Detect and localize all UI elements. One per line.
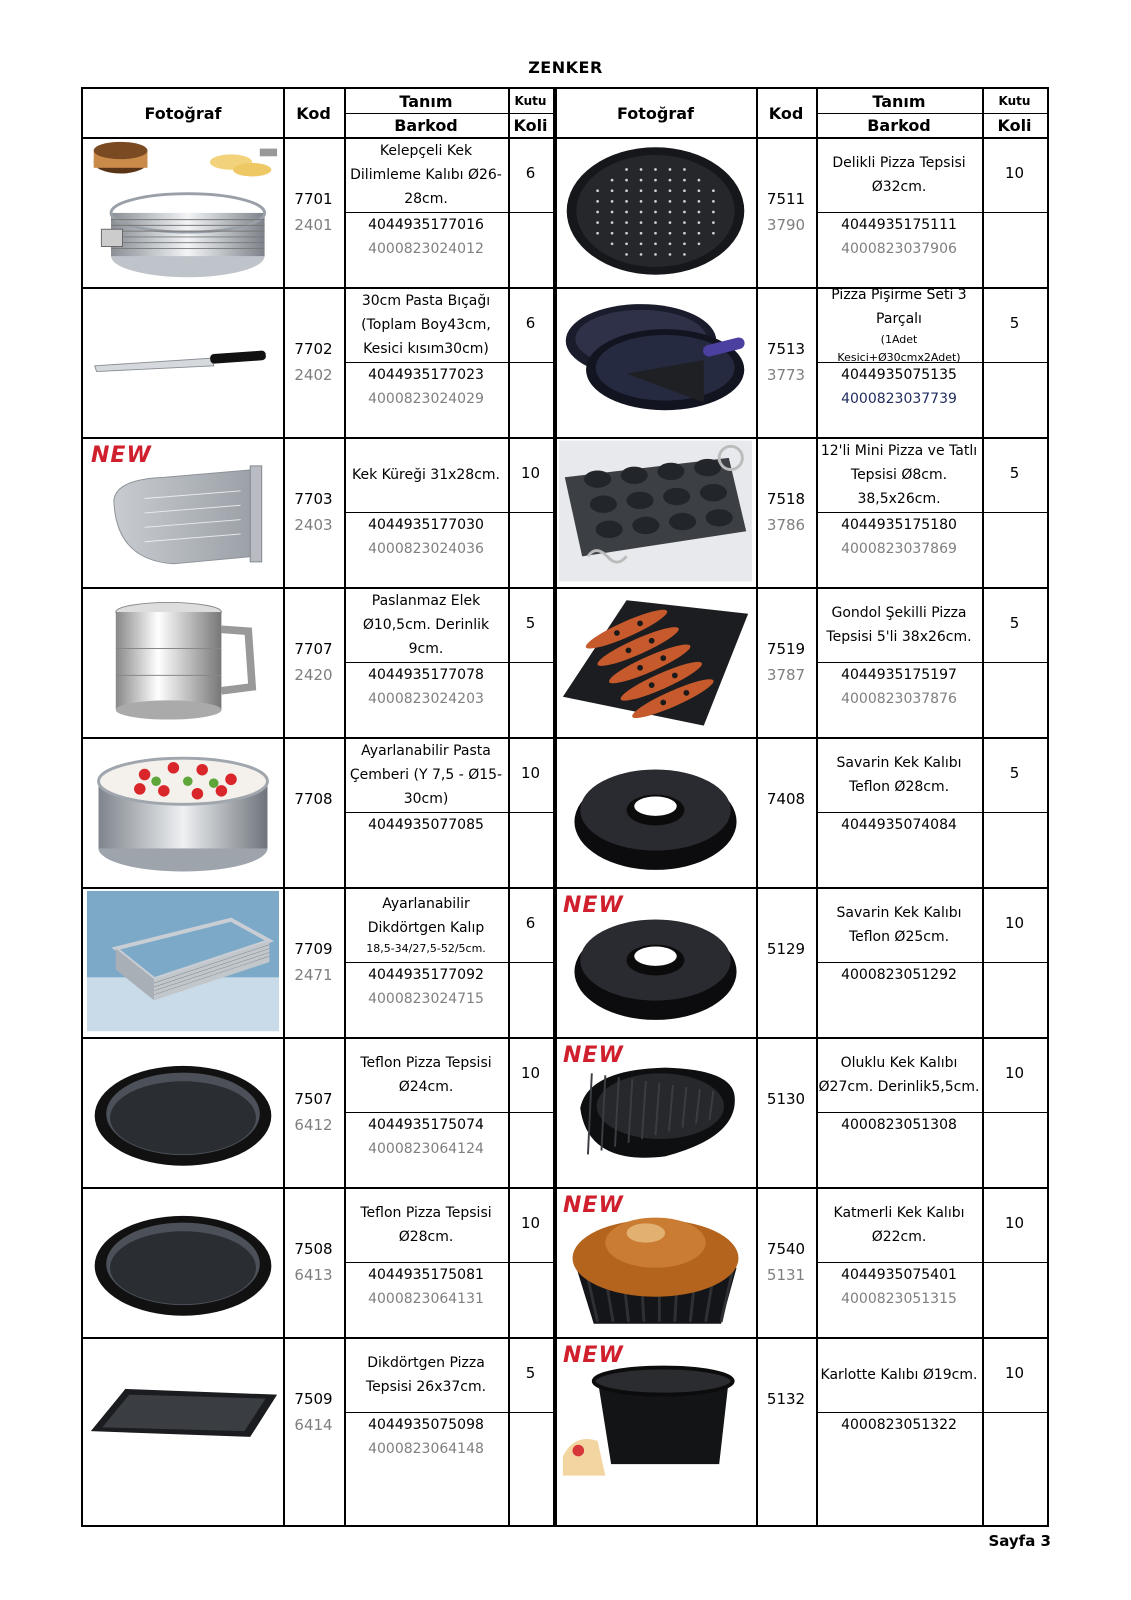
description-text: Karlotte Kalıbı Ø19cm. — [820, 1367, 978, 1383]
column-divider — [555, 89, 557, 1525]
product-code: 7701 — [294, 190, 333, 208]
header-case: Koli — [513, 115, 548, 135]
box-quantity: 10 — [520, 464, 541, 482]
description-text: Gondol Şekilli Pizza Tepsisi 5'li 38x26cm. — [826, 605, 972, 645]
new-badge: NEW — [563, 1343, 624, 1368]
barcode: 4044935177016 — [368, 217, 484, 233]
description-text: Ayarlanabilir Pasta Çemberi (Y 7,5 - Ø15-30cm) — [349, 743, 503, 807]
new-badge: NEW — [563, 893, 624, 918]
cake-knife-image — [87, 289, 279, 433]
product-code-2: 3790 — [766, 216, 806, 234]
header-barcode: Barkod — [867, 115, 931, 135]
product-code: 7509 — [294, 1390, 333, 1408]
savarin-image — [559, 739, 752, 883]
barcode-2: 4000823037906 — [841, 241, 957, 257]
new-badge: NEW — [563, 1043, 624, 1068]
product-code: 7709 — [294, 940, 333, 958]
box-quantity: 6 — [525, 314, 536, 332]
barcode-2: 4000823024203 — [368, 691, 484, 707]
box-quantity: 6 — [525, 914, 536, 932]
barcode: 4044935175180 — [841, 517, 957, 533]
box-quantity: 5 — [1009, 464, 1020, 482]
product-code-2: 3787 — [766, 666, 806, 684]
product-description — [346, 139, 506, 211]
cake-slicer-ring-image — [87, 139, 279, 283]
product-description — [818, 139, 980, 211]
barcode-2: 4000823064124 — [368, 1141, 484, 1157]
product-description — [346, 1039, 506, 1111]
product-code-2: 3786 — [766, 516, 806, 534]
product-description — [818, 439, 980, 511]
product-code-2: 2420 — [294, 666, 333, 684]
description-text: Pizza Pişirme Seti 3 Parçalı — [831, 287, 967, 327]
product-description — [818, 1339, 980, 1411]
box-quantity: 10 — [520, 764, 541, 782]
product-code: 5129 — [766, 940, 806, 958]
barcode: 4044935175197 — [841, 667, 957, 683]
product-code-2: 6412 — [294, 1116, 333, 1134]
product-code-2: 3773 — [766, 366, 806, 384]
column-divider — [508, 89, 510, 1525]
barcode-2: 4000823024012 — [368, 241, 484, 257]
description-text: 12'li Mini Pizza ve Tatlı Tepsisi Ø8cm. 38,5x26cm. — [820, 443, 978, 507]
description-text: Dikdörtgen Pizza Tepsisi 26x37cm. — [365, 1355, 487, 1395]
barcode-2: 4000823064131 — [368, 1291, 484, 1307]
description-text: Teflon Pizza Tepsisi Ø24cm. — [360, 1055, 492, 1095]
description-text: Savarin Kek Kalıbı Teflon Ø25cm. — [836, 905, 962, 945]
pizza-pan-image — [87, 1039, 279, 1183]
barcode: 4044935177030 — [368, 517, 484, 533]
product-description — [346, 439, 506, 511]
product-code-2: 6414 — [294, 1416, 333, 1434]
product-photo — [559, 289, 752, 433]
product-photo — [87, 589, 279, 733]
product-description — [818, 287, 980, 364]
barcode: 4044935075401 — [841, 1267, 957, 1283]
product-photo — [87, 1189, 279, 1333]
box-quantity: 6 — [525, 164, 536, 182]
product-code-2: 2403 — [294, 516, 333, 534]
product-description — [346, 289, 506, 361]
box-quantity: 5 — [1009, 314, 1020, 332]
box-quantity: 10 — [1004, 914, 1025, 932]
barcode: 4044935177078 — [368, 667, 484, 683]
product-description — [818, 889, 980, 961]
product-photo — [87, 1339, 279, 1483]
new-badge: NEW — [91, 443, 152, 468]
barcode: 4044935175111 — [841, 217, 957, 233]
barcode: 4044935177092 — [368, 967, 484, 983]
product-code: 7513 — [766, 340, 806, 358]
product-code: 7508 — [294, 1240, 333, 1258]
product-photo — [87, 739, 279, 883]
product-code: 7540 — [766, 1240, 806, 1258]
box-quantity: 10 — [1004, 1064, 1025, 1082]
product-code-2: 2402 — [294, 366, 333, 384]
page-title: ZENKER — [528, 58, 603, 77]
product-photo — [87, 1039, 279, 1183]
box-quantity: 10 — [520, 1064, 541, 1082]
description-text: Savarin Kek Kalıbı Teflon Ø28cm. — [836, 755, 962, 795]
header-photo: Fotoğraf — [616, 103, 694, 123]
description-text: Kelepçeli Kek Dilimleme Kalıbı Ø26-28cm. — [350, 143, 502, 207]
product-description — [346, 889, 506, 961]
mini-pizza-tray-image — [559, 439, 752, 583]
barcode: 4000823051308 — [841, 1117, 957, 1133]
barcode: 4044935074084 — [841, 817, 957, 833]
product-photo — [87, 139, 279, 283]
barcode: 4044935077085 — [368, 817, 484, 833]
product-description — [818, 1189, 980, 1261]
barcode: 4044935075098 — [368, 1417, 484, 1433]
description-text: 30cm Pasta Bıçağı (Toplam Boy43cm, Kesici kısım30cm) — [361, 293, 491, 357]
product-code: 7507 — [294, 1090, 333, 1108]
description-text: Teflon Pizza Tepsisi Ø28cm. — [360, 1205, 492, 1245]
barcode: 4044935175074 — [368, 1117, 484, 1133]
box-quantity: 10 — [1004, 1364, 1025, 1382]
product-code: 7703 — [294, 490, 333, 508]
barcode-2: 4000823064148 — [368, 1441, 484, 1457]
product-description — [818, 739, 980, 811]
header-box: Kutu — [998, 94, 1031, 108]
product-code: 5132 — [766, 1390, 806, 1408]
box-quantity: 10 — [1004, 1214, 1025, 1232]
barcode-2: 4000823024036 — [368, 541, 484, 557]
product-photo — [559, 439, 752, 583]
description-detail: (1Adet Kesici+Ø30cmx2Adet) — [837, 333, 961, 364]
barcode-2: 4000823024715 — [368, 991, 484, 1007]
product-photo — [87, 889, 279, 1033]
product-photo — [559, 739, 752, 883]
new-badge: NEW — [563, 1193, 624, 1218]
header-code: Kod — [768, 103, 804, 123]
barcode: 4044935177023 — [368, 367, 484, 383]
barcode-2: 4000823037876 — [841, 691, 957, 707]
product-code-2: 2401 — [294, 216, 333, 234]
box-quantity: 5 — [525, 614, 536, 632]
barcode: 4044935075135 — [841, 367, 957, 383]
description-text: Kek Küreği 31x28cm. — [352, 467, 500, 483]
description-text: Oluklu Kek Kalıbı Ø27cm. Derinlik5,5cm. — [818, 1055, 980, 1095]
product-description — [346, 1339, 506, 1411]
product-code: 7708 — [294, 790, 333, 808]
barcode-2: 4000823037869 — [841, 541, 957, 557]
description-detail: 18,5-34/27,5-52/5cm. — [366, 942, 486, 955]
product-description — [346, 589, 506, 661]
product-code-2: 6413 — [294, 1266, 333, 1284]
cake-ring-image — [87, 739, 279, 883]
product-code: 7702 — [294, 340, 333, 358]
header-box: Kutu — [514, 94, 547, 108]
box-quantity: 5 — [525, 1364, 536, 1382]
description-text: Ayarlanabilir Dikdörtgen Kalıp — [367, 896, 485, 936]
perforated-pizza-image — [559, 139, 752, 283]
product-photo — [559, 139, 752, 283]
barcode: 4000823051292 — [841, 967, 957, 983]
header-code: Kod — [296, 103, 331, 123]
header-description: Tanım — [399, 91, 453, 111]
rect-frame-image — [87, 889, 279, 1033]
product-code: 7511 — [766, 190, 806, 208]
header-case: Koli — [997, 115, 1032, 135]
product-description — [346, 1189, 506, 1261]
box-quantity: 10 — [520, 1214, 541, 1232]
page-number: Sayfa 3 — [988, 1532, 1051, 1550]
product-photo — [559, 589, 752, 733]
product-table — [81, 87, 1049, 1527]
product-code: 5130 — [766, 1090, 806, 1108]
pizza-set-image — [559, 289, 752, 433]
product-code: 7408 — [766, 790, 806, 808]
product-code: 7518 — [766, 490, 806, 508]
product-description — [346, 739, 506, 811]
product-description — [818, 589, 980, 661]
barcode: 4000823051322 — [841, 1417, 957, 1433]
rect-tray-image — [87, 1339, 279, 1483]
product-description — [818, 1039, 980, 1111]
barcode-2: 4000823051315 — [841, 1291, 957, 1307]
header-barcode: Barkod — [394, 115, 458, 135]
description-text: Delikli Pizza Tepsisi Ø32cm. — [832, 155, 966, 195]
barcode-2: 4000823024029 — [368, 391, 484, 407]
box-quantity: 5 — [1009, 614, 1020, 632]
header-photo: Fotoğraf — [144, 103, 222, 123]
barcode-2: 4000823037739 — [841, 391, 957, 407]
box-quantity: 5 — [1009, 764, 1020, 782]
header-description: Tanım — [872, 91, 926, 111]
description-text: Paslanmaz Elek Ø10,5cm. Derinlik 9cm. — [362, 593, 490, 657]
product-code: 7519 — [766, 640, 806, 658]
product-photo — [87, 289, 279, 433]
pizza-pan-image — [87, 1189, 279, 1333]
product-code-2: 5131 — [766, 1266, 806, 1284]
product-code-2: 2471 — [294, 966, 333, 984]
flour-sifter-image — [87, 589, 279, 733]
description-text: Katmerli Kek Kalıbı Ø22cm. — [833, 1205, 965, 1245]
gondola-tray-image — [559, 589, 752, 733]
product-code: 7707 — [294, 640, 333, 658]
column-divider — [982, 89, 984, 1525]
barcode: 4044935175081 — [368, 1267, 484, 1283]
box-quantity: 10 — [1004, 164, 1025, 182]
